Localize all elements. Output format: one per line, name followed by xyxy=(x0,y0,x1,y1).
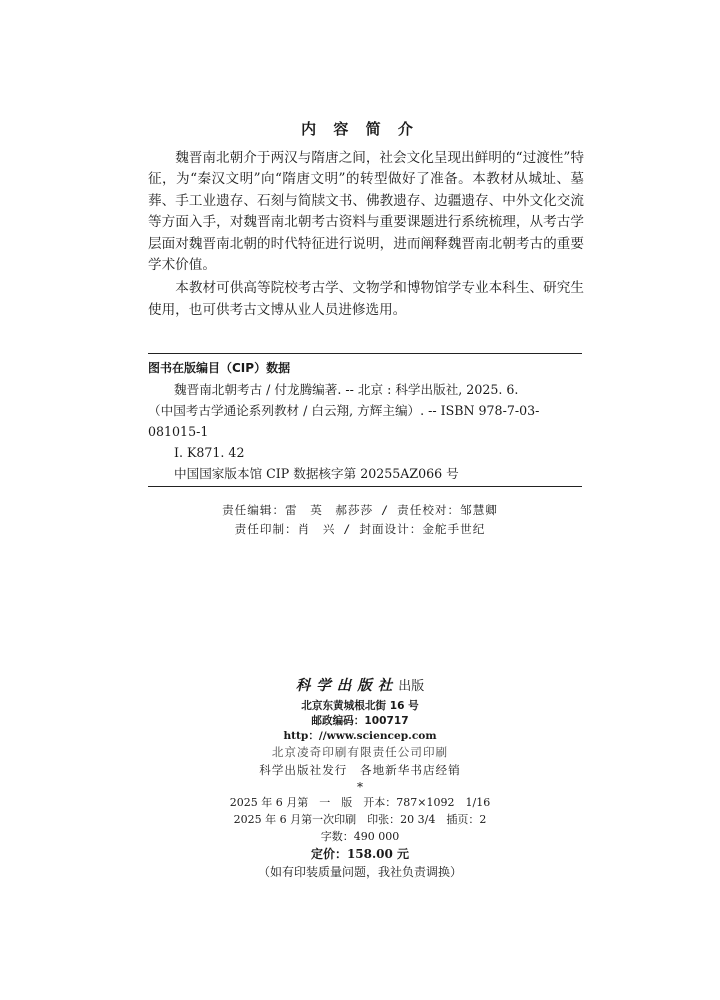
publisher-imprint xyxy=(0,674,720,882)
printer: 北京凌奇印刷有限责任公司印刷 xyxy=(271,745,449,759)
distribution: 科学出版社发行 各地新华书店经销 xyxy=(259,763,461,777)
publisher-url: http：//www.sciencep.com xyxy=(283,730,437,742)
cip-heading: 图书在版编目（CIP）数据 xyxy=(148,361,291,375)
cip-classification: Ⅰ. K871. 42 xyxy=(174,445,245,460)
publisher-suffix: 出版 xyxy=(398,679,425,694)
intro-paragraph: 魏晋南北朝介于两汉与隋唐之间，社会文化呈现出鲜明的“过渡性”特征，为“秦汉文明”向“隋唐文明”的转型做好了准备。本教材从城址、墓葬、手工业遗存、石刻与简牍文书、佛教遗存、边疆遗存、中外文化交流等方面入手，对魏晋南北朝考古资料与重要课题进行系统梳理，从考古学层面对魏晋南北朝的时代特征进行说明，进而阐释魏晋南北朝考古的重要学术价值。 xyxy=(148,150,584,274)
publisher-line xyxy=(0,674,720,695)
credits-line: 责任编辑：雷 英 郝莎莎 / 责任校对：邹慧卿 xyxy=(222,503,498,517)
cip-line: 081015-1 xyxy=(148,424,209,439)
printing-info: 2025 年 6 月第一次印刷 印张：20 3/4 插页：2 xyxy=(233,813,487,826)
postcode: 邮政编码：100717 xyxy=(311,715,409,727)
cip-line: （中国考古学通论系列教材 / 白云翔, 方辉主编）. -- ISBN 978-7-03- xyxy=(148,403,540,418)
publisher-name: 科学出版社 xyxy=(295,677,399,694)
quality-note: （如有印装质量问题，我社负责调换） xyxy=(257,865,462,879)
editorial-credits xyxy=(0,501,720,539)
edition-info: 2025 年 6 月第 一 版 开本：787×1092 1/16 xyxy=(229,796,491,809)
introduction xyxy=(148,148,584,321)
word-count: 字数：490 000 xyxy=(320,830,400,843)
intro-paragraph: 本教材可供高等院校考古学、文物学和博物馆学专业本科生、研究生使用，也可供考古文博从业人员进修选用。 xyxy=(148,280,584,318)
separator-star: * xyxy=(357,780,363,794)
cip-record: 中国国家版本馆 CIP 数据核字第 20255AZ066 号 xyxy=(174,466,459,481)
cip-data-block xyxy=(148,353,582,487)
cip-line: 魏晋南北朝考古 / 付龙腾编著. -- 北京 : 科学出版社, 2025. 6. xyxy=(174,382,519,397)
price: 定价：158.00 元 xyxy=(310,847,410,861)
publisher-address: 北京东黄城根北街 16 号 xyxy=(301,700,419,712)
credits-line: 责任印制：肖 兴 / 封面设计：金舵手世纪 xyxy=(234,522,486,536)
section-title: 内 容 简 介 xyxy=(301,120,419,138)
